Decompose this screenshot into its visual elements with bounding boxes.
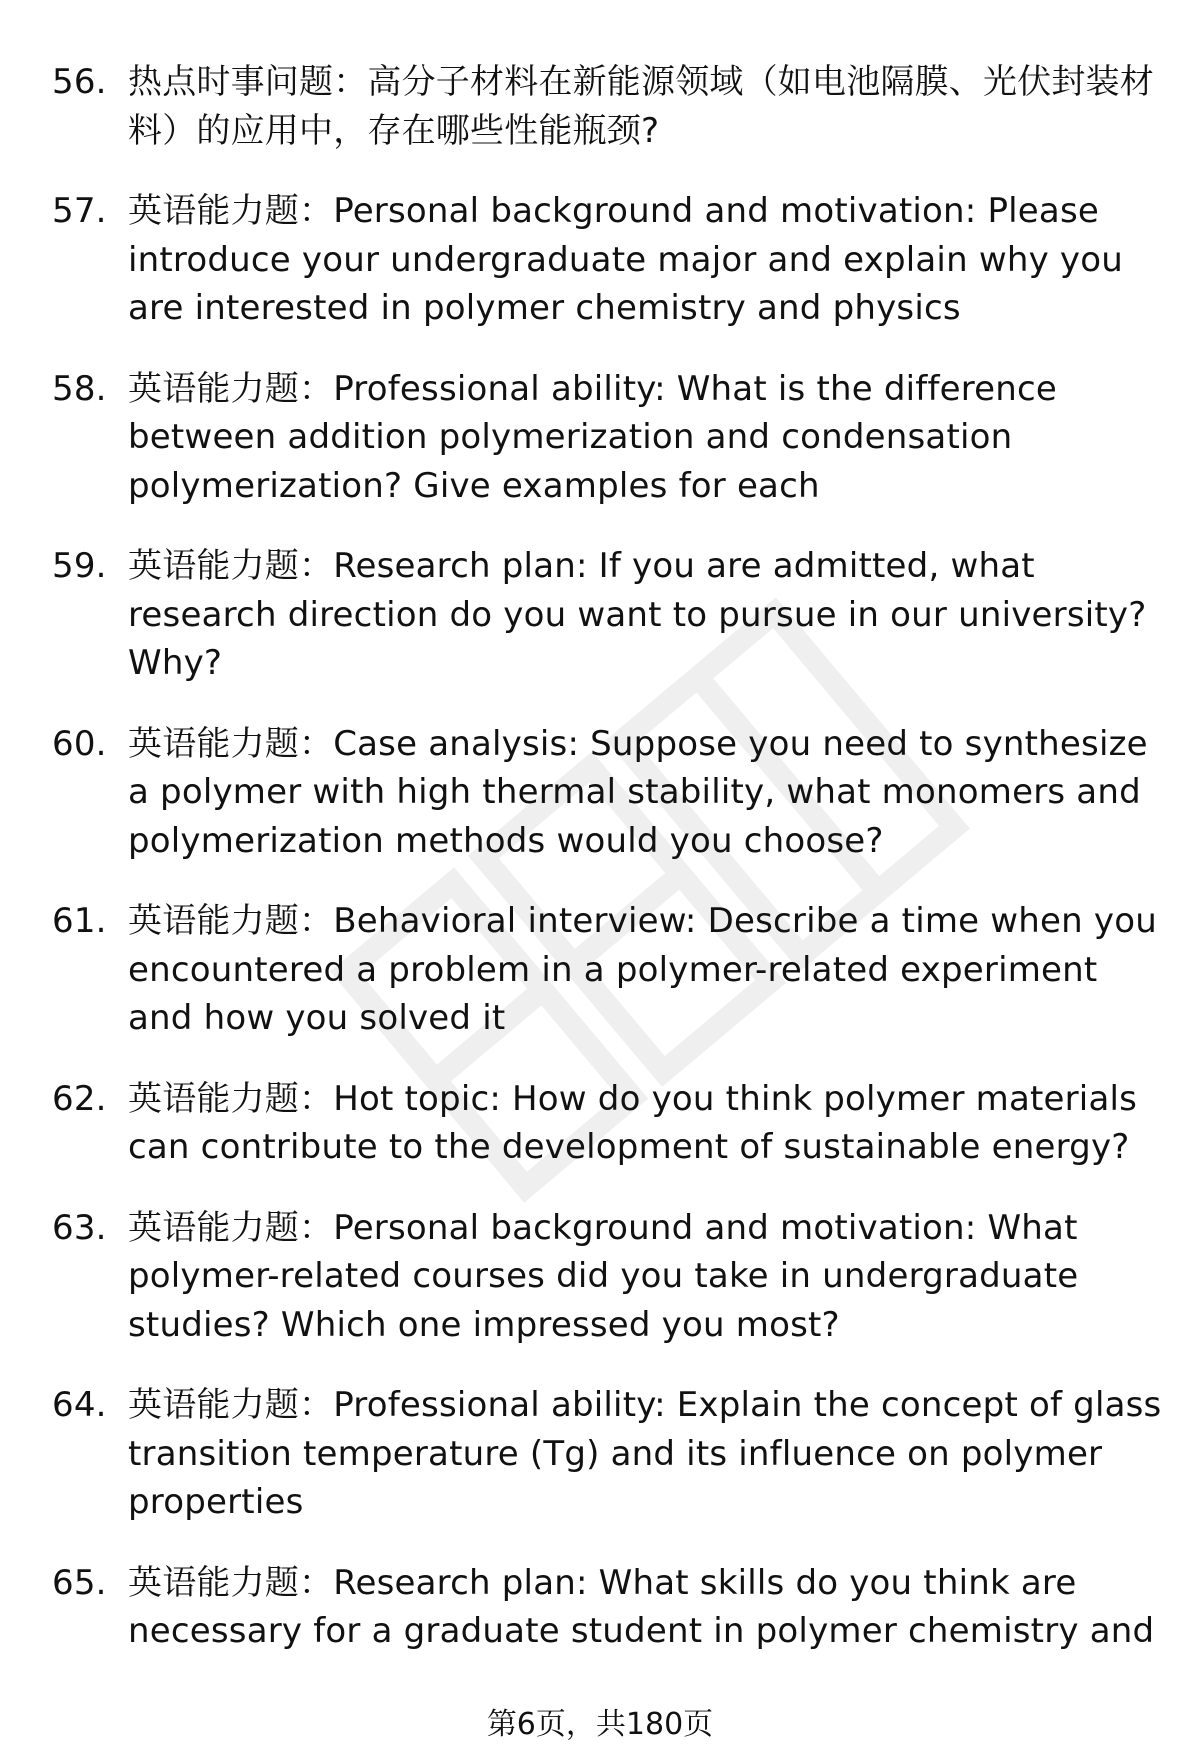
- question-item: [52, 1204, 1162, 1350]
- question-text: 英语能力题：Research plan: What skills do you think are necessary for a graduate student in polymer chemistry and: [128, 1562, 1155, 1651]
- question-number: 62.: [52, 1078, 107, 1119]
- question-text: 英语能力题：Personal background and motivation: Please introduce your undergraduate major and explain why you are interested in polymer chemistry and physics: [128, 191, 1123, 328]
- page-footer: [0, 1705, 1200, 1745]
- page-number-label: 第6页，共180页: [486, 1707, 714, 1742]
- question-number: 64.: [52, 1385, 107, 1425]
- question-text: 英语能力题：Behavioral interview: Describe a time when you encountered a problem in a polymer-related experiment and how you solved it: [128, 901, 1157, 1038]
- question-text: 热点时事问题：高分子材料在新能源领域（如电池隔膜、光伏封装材料）的应用中，存在哪些性能瓶颈?: [128, 62, 1154, 151]
- question-number: 60.: [52, 723, 107, 764]
- question-number: 56.: [52, 62, 107, 102]
- question-item: [52, 1075, 1162, 1172]
- question-item: [52, 1381, 1162, 1527]
- question-number: 63.: [52, 1207, 107, 1248]
- question-number: 61.: [52, 901, 107, 941]
- question-list: [52, 58, 1162, 1688]
- question-number: 59.: [52, 546, 107, 586]
- question-item: [52, 187, 1162, 333]
- question-number: 58.: [52, 368, 107, 409]
- question-text: 英语能力题：Personal background and motivation: What polymer-related courses did you take in undergraduate studies? Which one impressed you most?: [128, 1207, 1079, 1345]
- question-text: 英语能力题：Professional ability: Explain the concept of glass transition temperature (Tg) and its influence on polymer properties: [128, 1385, 1162, 1522]
- question-number: 57.: [52, 191, 107, 231]
- question-text: 英语能力题：Hot topic: How do you think polymer materials can contribute to the development of sustainable energy?: [128, 1078, 1138, 1167]
- question-text: 英语能力题：Research plan: If you are admitted, what research direction do you want to pursue in our university? Why?: [128, 546, 1147, 683]
- question-text: 英语能力题：Professional ability: What is the difference between addition polymerization and condensation polymerization? Give examples for each: [128, 368, 1058, 506]
- question-item: [52, 1559, 1162, 1656]
- question-item: [52, 365, 1162, 511]
- question-number: 65.: [52, 1562, 107, 1603]
- question-item: [52, 897, 1162, 1043]
- question-item: [52, 720, 1162, 866]
- question-item: [52, 542, 1162, 688]
- question-item: [52, 58, 1162, 155]
- question-text: 英语能力题：Case analysis: Suppose you need to synthesize a polymer with high thermal stability, what monomers and polymerization methods would you choose?: [128, 723, 1148, 861]
